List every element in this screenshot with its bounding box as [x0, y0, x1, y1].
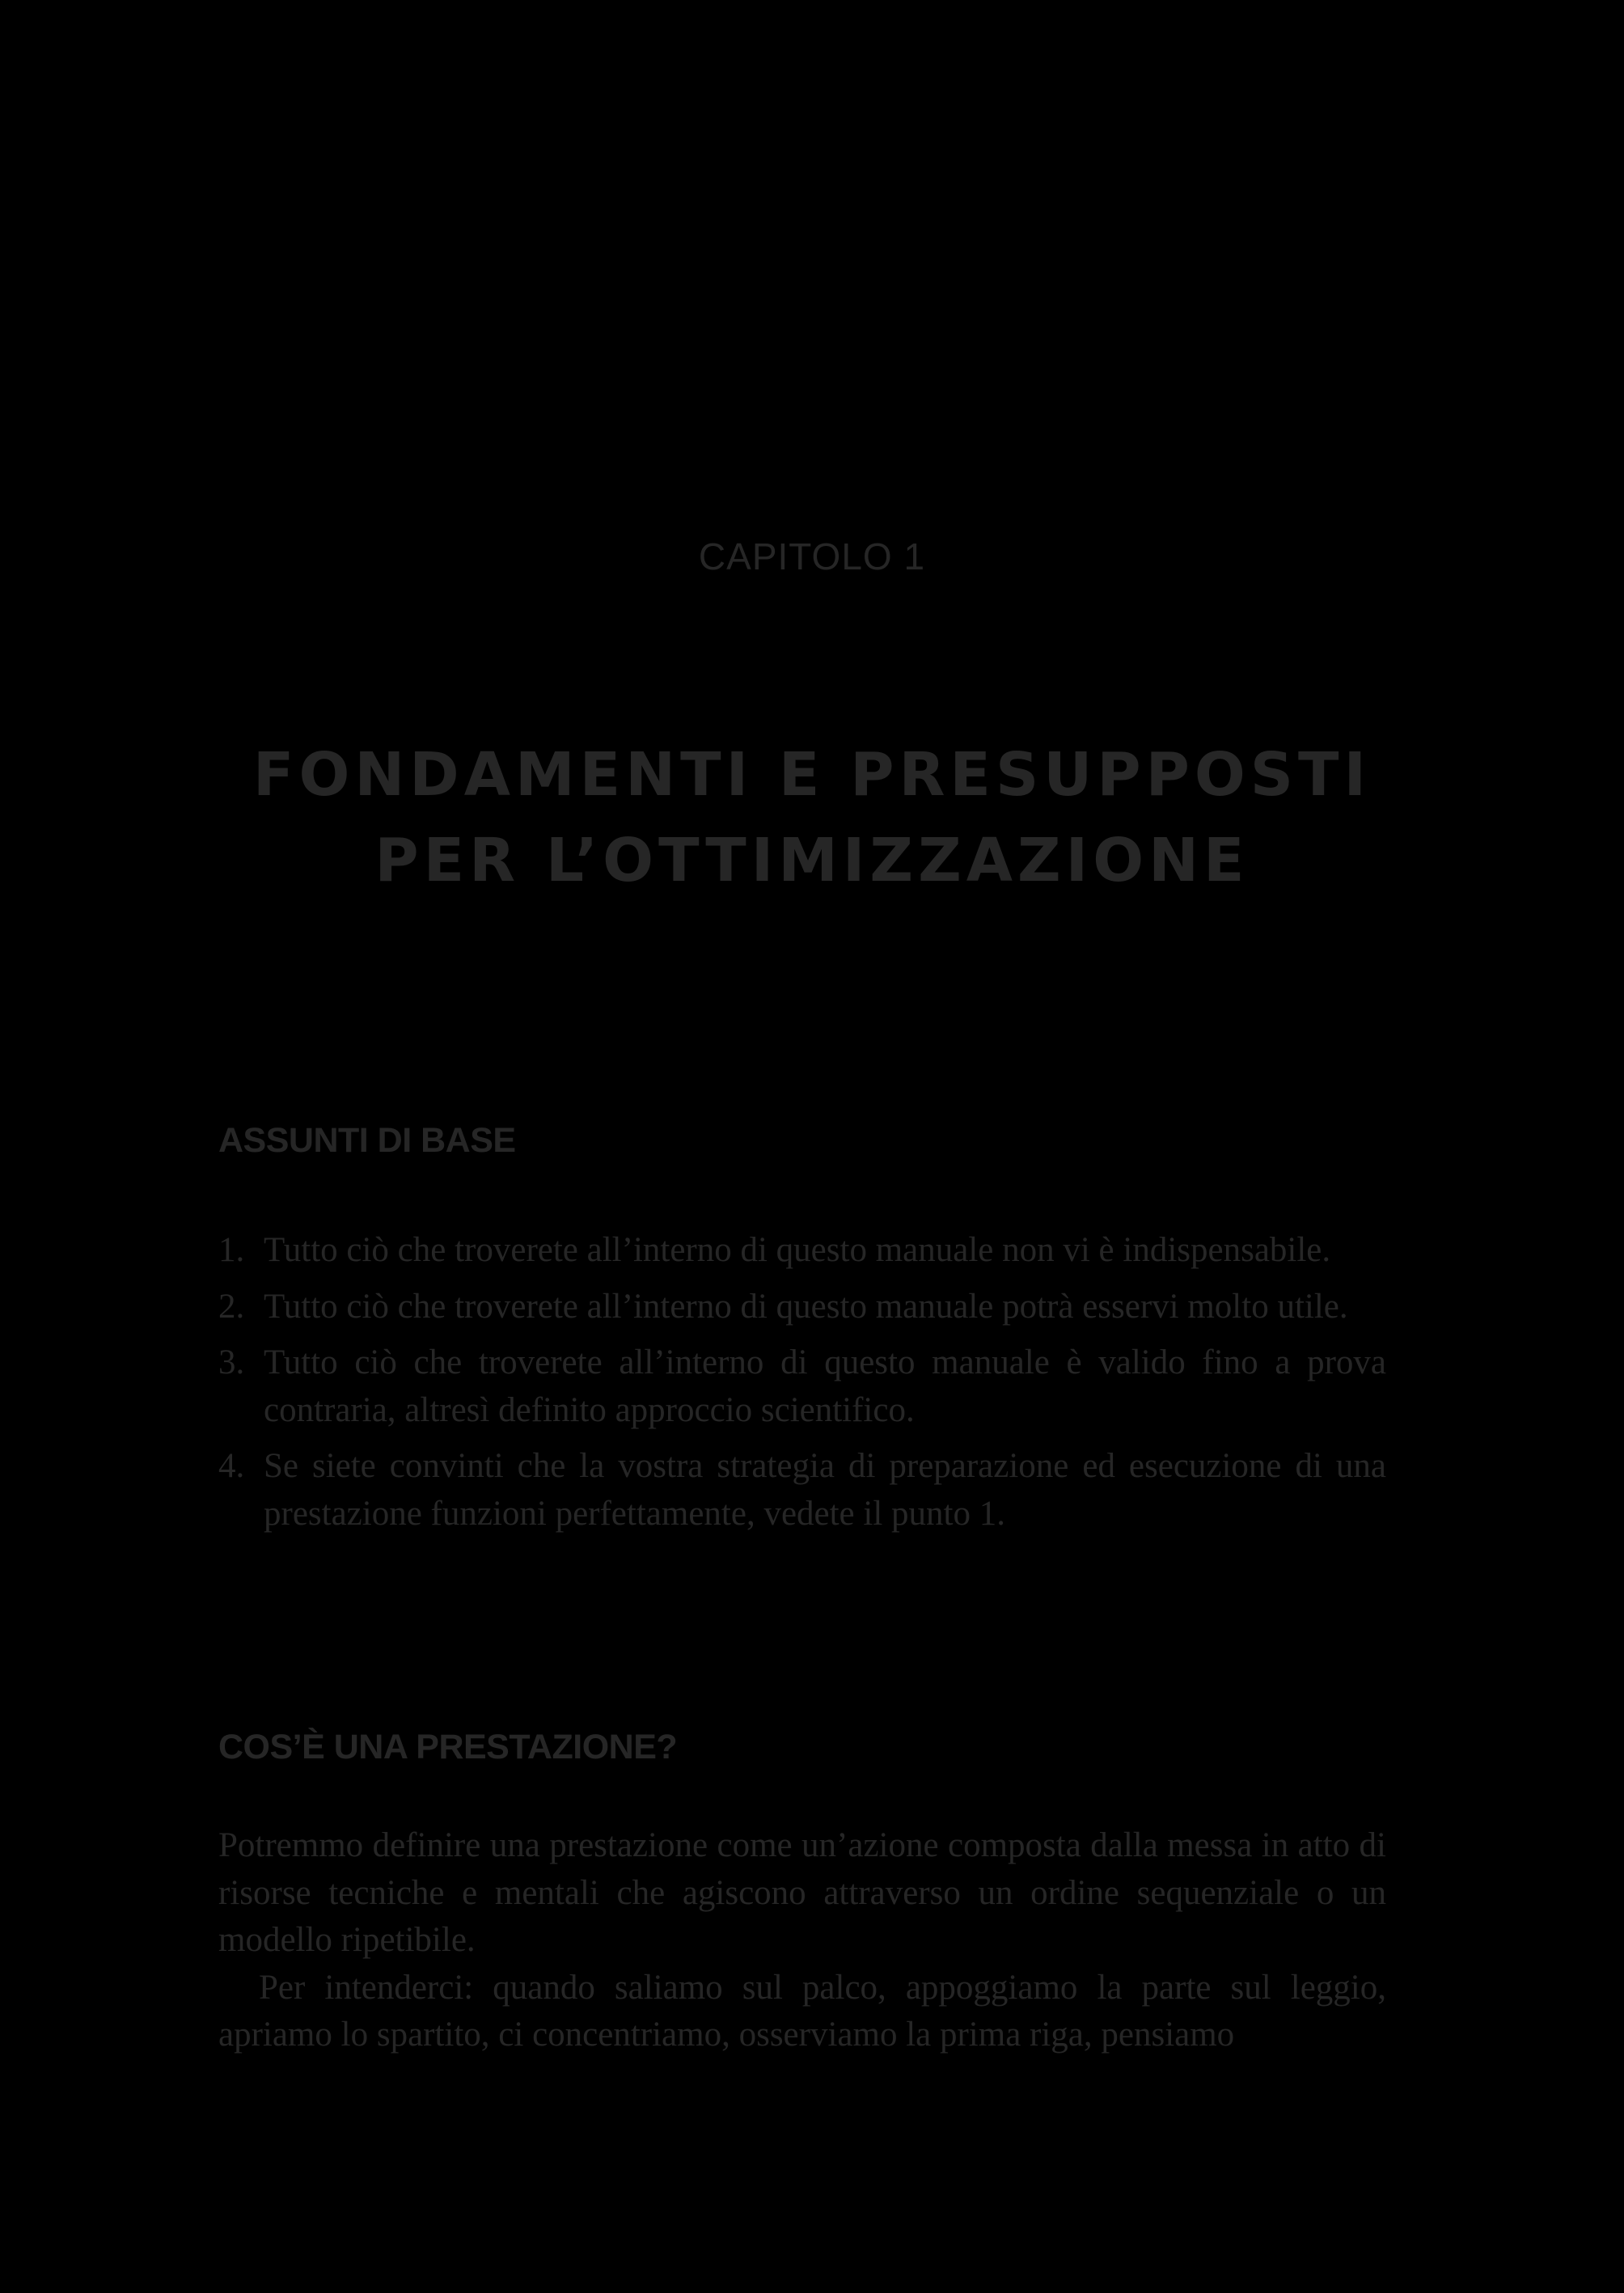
paragraph: Per intenderci: quando saliamo sul palco, appoggiamo la parte sul leggio, apriamo lo spartito, ci concentriamo, osserviamo la prima riga, pensiamo: [218, 1968, 1386, 2054]
body-paragraphs: [218, 1822, 1386, 2059]
list-item: [218, 1443, 1386, 1538]
chapter-label: CAPITOLO 1: [698, 535, 926, 577]
list-item-number: 2.: [218, 1287, 245, 1326]
paragraph: Potremmo definire una prestazione come un’azione composta dalla messa in atto di risorse tecniche e mentali che agiscono attraverso un ordine sequenziale o un modello ripetibile.: [218, 1826, 1386, 1959]
list-item-text: Se siete convinti che la vostra strategia di preparazione ed esecuzione di una prestazione funzioni perfettamente, vedete il punto 1.: [264, 1447, 1386, 1533]
list-item-number: 3.: [218, 1343, 245, 1381]
list-item-number: 4.: [218, 1447, 245, 1485]
list-item-number: 1.: [218, 1231, 245, 1269]
list-item: [218, 1339, 1386, 1434]
section-heading-assunti: ASSUNTI DI BASE: [218, 1121, 516, 1160]
chapter-title-line-2: PER L’OTTIMIZZAZIONE: [374, 826, 1250, 895]
chapter-title-line-1: FONDAMENTI E PRESUPPOSTI: [252, 740, 1372, 810]
list-item-text: Tutto ciò che troverete all’interno di questo manuale è valido fino a prova contraria, altresì definito approccio scientifico.: [264, 1343, 1386, 1429]
list-item-text: Tutto ciò che troverete all’interno di questo manuale potrà esservi molto utile.: [264, 1287, 1348, 1326]
section-heading-prestazione: COS’È UNA PRESTAZIONE?: [218, 1728, 678, 1766]
assumptions-list: [218, 1227, 1386, 1546]
chapter-title: [0, 732, 1624, 903]
list-item: [218, 1227, 1386, 1275]
list-item-text: Tutto ciò che troverete all’interno di questo manuale non vi è indispensabile.: [264, 1231, 1331, 1269]
list-item: [218, 1284, 1386, 1331]
